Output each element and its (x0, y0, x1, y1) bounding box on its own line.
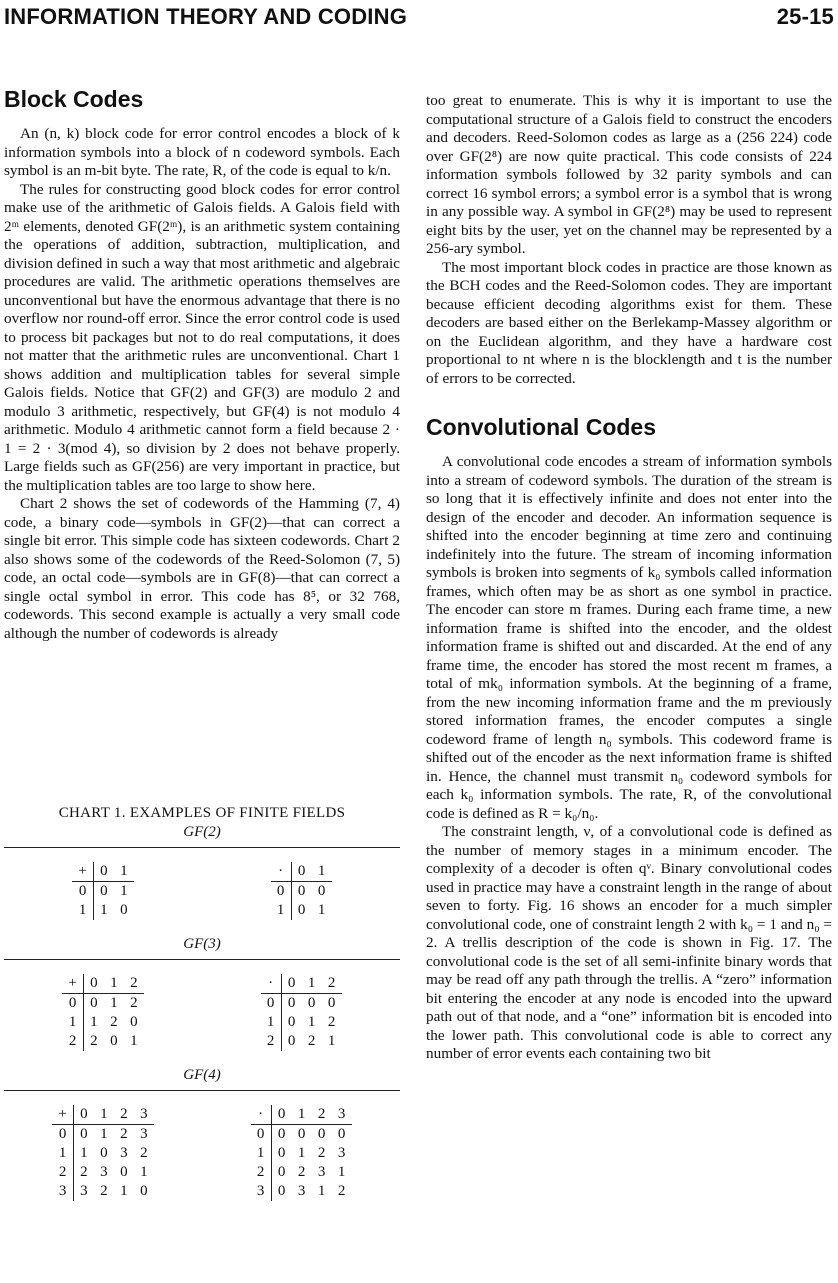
row-header: 2 (261, 1032, 282, 1051)
multiplication-table (251, 1105, 352, 1201)
chart-1-finite-fields (4, 805, 400, 1217)
table-cell: 1 (307, 1014, 316, 1030)
chart-fields (4, 824, 400, 1201)
table-cell: 0 (307, 995, 316, 1011)
table-cell: 1 (337, 1164, 346, 1180)
row-header: 2 (62, 1032, 83, 1051)
table-cell: 0 (297, 883, 306, 899)
chart-title: CHART 1. EXAMPLES OF FINITE FIELDS (58, 805, 346, 821)
table-cell: 0 (327, 995, 336, 1011)
table-cell: 3 (337, 1145, 346, 1161)
row-header: 0 (271, 882, 292, 902)
addition-table (62, 974, 143, 1051)
multiplication-table (271, 862, 332, 920)
table-cell: 1 (327, 1033, 336, 1049)
row-header: 3 (251, 1182, 272, 1201)
table-cell: 0 (277, 1126, 286, 1142)
page-header (0, 0, 838, 34)
table-cell: 2 (337, 1183, 346, 1199)
paragraph: An (n, k) block code for error control encodes a block of k information symbols into a block of n codeword symbols. Each symbol is an m-bit byte. The rate, R, of the code is equal to k/n. (4, 125, 400, 179)
table-cell: 0 (90, 995, 98, 1011)
operator-cell: + (62, 974, 83, 994)
column-header: 3 (134, 1105, 154, 1125)
column-header: 2 (312, 1105, 332, 1125)
operator-cell: · (271, 862, 292, 882)
column-header: 2 (322, 974, 342, 994)
table-cell: 2 (90, 1033, 98, 1049)
table-cell: 1 (120, 883, 128, 899)
row-header: 0 (261, 994, 282, 1014)
operator-cell: · (261, 974, 282, 994)
table-cell: 1 (90, 1014, 98, 1030)
table-cell: 0 (130, 1014, 138, 1030)
table-cell: 2 (327, 1014, 336, 1030)
column-header: 1 (302, 974, 322, 994)
table-cell: 3 (100, 1164, 108, 1180)
column-header: 0 (83, 974, 104, 994)
table-cell: 3 (317, 1164, 326, 1180)
table-cell: 0 (337, 1126, 346, 1142)
row-header: 0 (72, 882, 93, 902)
column-header: 0 (281, 974, 302, 994)
paragraph: The constraint length, ν, of a convolutional code is defined as the number of memory stages in a minimum encoder. The complexity of a decoder is often qᵛ. Binary convolutional codes used in practice may have a constraint length in the range of about seven to forty. Fig. 16 shows an encoder for a much simpler convolutional code, one of constraint length 2 with k₀ = 1 and n₀ = 2. A trellis description of the code is shown in Fig. 17. The convolutional code is the set of all semi-infinite binary words that may be read off any path through the trellis. A “zero” information bit entering the encoder at any node is encoded into the upward path out of that node, and a “one” information bit is encoded into the lower path. This convolutional code is able to correct any number of error events each containing two bit (426, 823, 832, 1062)
row-header: 2 (251, 1163, 272, 1182)
table-cell: 0 (317, 1126, 326, 1142)
left-column (4, 80, 400, 643)
table-cell: 2 (297, 1164, 306, 1180)
row-header: 1 (251, 1144, 272, 1163)
paragraph: The most important block codes in practice are those known as the BCH codes and the Reed-Solomon codes. They are important because efficient decoding algorithms exist for them. These decoders are based either on the Berlekamp-Massey algorithm or on the Euclidean algorithm, and they have a hardware cost proportional to nt where n is the blocklength and t is the number of errors to be corrected. (426, 258, 832, 387)
paragraph: too great to enumerate. This is why it is important to use the computational structure of a Galois field to construct the encoders and decoders. Reed-Solomon codes as large as a (256 224) code over GF(2⁸) are now quite practical. This code consists of 224 information symbols followed by 32 parity symbols and can correct 16 symbol errors; a symbol error is a symbol that is wrong in any possible way. A symbol in GF(2⁸) may be used to represent eight bits by the user, yet on the channel may be represented by a 256-ary symbol. (426, 92, 832, 257)
row-header: 1 (52, 1144, 73, 1163)
table-cell: 0 (287, 1033, 296, 1049)
column-header: 2 (114, 1105, 134, 1125)
field-tables (4, 862, 400, 920)
column-header: 0 (291, 862, 312, 882)
column-header: 0 (93, 862, 114, 882)
table-cell: 2 (120, 1126, 128, 1142)
table-cell: 1 (80, 1145, 88, 1161)
running-title: INFORMATION THEORY AND CODING (4, 4, 408, 29)
table-cell: 0 (120, 902, 128, 918)
row-header: 1 (62, 1013, 83, 1032)
table-cell: 3 (140, 1126, 148, 1142)
table-cell: 1 (297, 1145, 306, 1161)
row-header: 0 (62, 994, 83, 1014)
table-cell: 1 (317, 1183, 326, 1199)
table-cell: 1 (120, 1183, 128, 1199)
table-cell: 0 (317, 883, 326, 899)
table-cell: 0 (277, 1145, 286, 1161)
paragraph: The rules for constructing good block codes for error control make use of the arithmetic of Galois fields. A Galois field with 2ᵐ elements, denoted GF(2ᵐ), is an arithmetic system containing the operations of addition, subtraction, multiplication, and division defined in such a way that most arithmetic and algebraic procedures are valid. The arithmetic operations themselves are unconventional but have the enormous advantage that there is no overflow nor round-off error. Since the error control code is used to process bit packages but not to do real computations, it does not matter that the arithmetic rules are unconventional. Chart 1 shows addition and multiplication tables for several simple Galois fields. Notice that GF(2) and GF(3) are modulo 2 and modulo 3 arithmetic, respectively, but GF(4) is not modulo 4 arithmetic. Modulo 4 arithmetic cannot form a field because 2 · 1 = 2 · 3(mod 4), so division by 2 does not behave properly. Large fields such as GF(256) are very important in practice, but the multiplication tables are too large to show here. (4, 180, 400, 494)
column-header: 1 (114, 862, 134, 882)
column-header: 1 (94, 1105, 114, 1125)
table-cell: 0 (100, 1145, 108, 1161)
page-number: 25-15 (776, 4, 834, 29)
table-cell: 2 (110, 1014, 118, 1030)
divider (4, 1090, 400, 1091)
section-heading-convolutional-codes: Convolutional Codes (426, 414, 656, 440)
column-header: 3 (332, 1105, 352, 1125)
table-cell: 1 (130, 1033, 138, 1049)
table-cell: 1 (100, 1126, 108, 1142)
table-cell: 2 (317, 1145, 326, 1161)
table-cell: 2 (307, 1033, 316, 1049)
table-cell: 3 (297, 1183, 306, 1199)
column-header: 1 (104, 974, 124, 994)
table-cell: 0 (287, 995, 296, 1011)
table-cell: 3 (120, 1145, 128, 1161)
table-cell: 0 (277, 1183, 286, 1199)
table-cell: 1 (140, 1164, 148, 1180)
table-cell: 2 (100, 1183, 108, 1199)
multiplication-table (261, 974, 342, 1051)
field-name: GF(3) (183, 936, 221, 952)
column-header: 1 (312, 862, 332, 882)
row-header: 0 (52, 1125, 73, 1145)
column-header: 0 (73, 1105, 94, 1125)
addition-table (72, 862, 133, 920)
table-cell: 0 (100, 883, 108, 899)
column-header: 1 (292, 1105, 312, 1125)
section-heading-block-codes: Block Codes (4, 86, 144, 112)
row-header: 1 (72, 901, 93, 920)
addition-table (52, 1105, 153, 1201)
table-cell: 2 (80, 1164, 88, 1180)
field-name: GF(2) (183, 824, 221, 840)
column-header: 2 (124, 974, 144, 994)
table-cell: 0 (277, 1164, 286, 1180)
field-name: GF(4) (183, 1067, 221, 1083)
table-cell: 0 (80, 1126, 88, 1142)
table-cell: 0 (110, 1033, 118, 1049)
table-cell: 0 (297, 902, 306, 918)
paragraph: A convolutional code encodes a stream of information symbols into a stream of codeword symbols. The duration of the stream is so long that it is effectively infinite and does not enter into the design of the encoder and decoder. An information sequence is shifted into the encoder beginning at time zero and continuing indefinitely into the future. The stream of incoming information symbols is broken into segments of k₀ symbols called information frames, which often may be as short as one symbol in practice. The encoder can store m frames. During each frame time, a new information frame is shifted into the encoder, and the oldest information frame is shifted out and discarded. At the end of any frame time, the encoder has stored the most recent m frames, a total of mk₀ information symbols. At the beginning of a frame, from the new incoming information frame and the m previously stored information frames, the encoder computes a single codeword frame of length n₀ symbols. This codeword frame is shifted out of the encoder as the next information frame is shifted in. Hence, the channel must transmit n₀ codeword symbols for each k₀ information symbols. The rate, R, of the convolutional code is defined as R = k₀/n₀. (426, 453, 832, 822)
divider (4, 959, 400, 960)
divider (4, 847, 400, 848)
row-header: 3 (52, 1182, 73, 1201)
column-header: 0 (271, 1105, 292, 1125)
right-column (426, 92, 832, 1064)
table-cell: 0 (297, 1126, 306, 1142)
row-header: 1 (271, 901, 292, 920)
operator-cell: + (52, 1105, 73, 1125)
row-header: 2 (52, 1163, 73, 1182)
table-cell: 2 (140, 1145, 148, 1161)
table-cell: 0 (120, 1164, 128, 1180)
table-cell: 1 (100, 902, 108, 918)
row-header: 0 (251, 1125, 272, 1145)
operator-cell: + (72, 862, 93, 882)
table-cell: 1 (110, 995, 118, 1011)
operator-cell: · (251, 1105, 272, 1125)
table-cell: 3 (80, 1183, 88, 1199)
table-cell: 2 (130, 995, 138, 1011)
table-cell: 0 (287, 1014, 296, 1030)
field-tables (4, 974, 400, 1051)
table-cell: 1 (317, 902, 326, 918)
table-cell: 0 (140, 1183, 148, 1199)
paragraph: Chart 2 shows the set of codewords of the Hamming (7, 4) code, a binary code—symbols in GF(2)—that can correct a single bit error. This simple code has sixteen codewords. Chart 2 also shows some of the codewords of the Reed-Solomon (7, 5) code, an octal code—symbols are in GF(8)—that can correct a single octal symbol in error. This code has 8⁵, or 32 768, codewords. This second example is actually a very small code although the number of codewords is already (4, 495, 400, 642)
row-header: 1 (261, 1013, 282, 1032)
field-tables (4, 1105, 400, 1201)
